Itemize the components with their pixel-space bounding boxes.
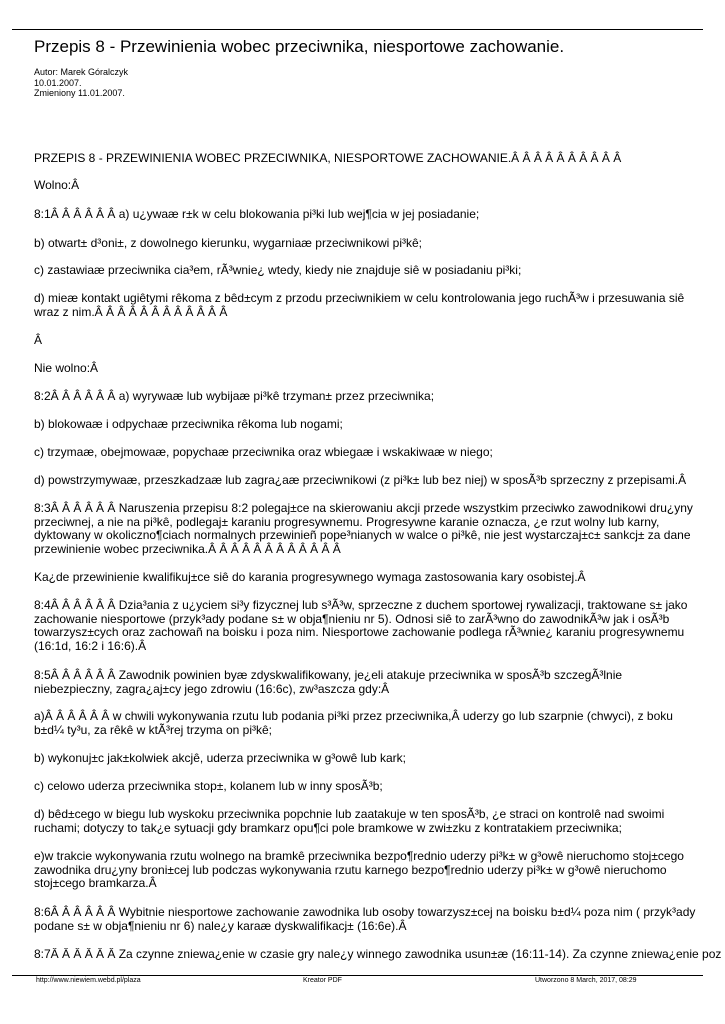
paragraph: 8:5Â Â Â Â Â Â Zawodnik powinien byæ zdyskwalifikowany, je¿eli atakuje przeciwnika w sposÃ³b szczegÃ³lnie niebezpieczny, zagra¿aj±cy jego zdrowiu (16:6c), zw³aszcza gdy:Â [34,668,623,696]
footer-url: http://www.niewiem.webd.pl/plaza [36,977,141,984]
paragraph: b) wykonuj±c jak±kolwiek akcjê, uderza przeciwnika w g³owê lub kark; [34,751,406,765]
bottom-rule [12,975,703,976]
paragraph: Wolno:Â [34,178,80,192]
paragraph: c) zastawiaæ przeciwnika cia³em, rÃ³wnie¿ wtedy, kiedy nie znajduje siê w posiadaniu pi³ki; [34,263,522,277]
paragraph: b) otwart± d³oni±, z dowolnego kierunku, wygarniaæ przeciwnikowi pi³kê; [34,236,423,250]
paragraph: b) blokowaæ i odpychaæ przeciwnika rêkoma lub nogami; [34,417,343,431]
date-line: 10.01.2007. [34,77,82,88]
paragraph: c) celowo uderza przeciwnika stop±, kolanem lub w inny sposÃ³b; [34,779,383,793]
page-title: Przepis 8 - Przewinienia wobec przeciwnika, niesportowe zachowanie. [34,37,565,56]
top-rule [12,29,703,30]
paragraph: Nie wolno:Â [34,361,99,375]
paragraph: Â [34,333,43,347]
paragraph: 8:6Â Â Â Â Â Â Wybitnie niesportowe zachowanie zawodnika lub osoby towarzysz±cej na boisku b±d¼ poza nim ( przyk³ady podane s± w obja¶nieniu nr 6) nale¿y karaæ dyskwalifikacj± (16:6e).Â [34,905,696,933]
paragraph: d) mieæ kontakt ugiêtymi rêkoma z bêd±cym z przodu przeciwnikiem w celu kontrolowania jego ruchÃ³w i przesuwania siê wraz z nim.Â Â Â Â Â Â Â Â Â Â Â Â [34,291,685,319]
paragraph: e)w trakcie wykonywania rzutu wolnego na bramkê przeciwnika bezpo¶rednio uderzy pi³k± w g³owê nieruchomo stoj±cego zawodnika dru¿yny broni±cej lub podczas wykonywania rzutu karnego bezpo¶rednio uderzy pi³k± w g³owê nieruchomo stoj±cego bramkarza.Â [34,849,684,891]
paragraph: 8:2Â Â Â Â Â Â a) wyrywaæ lub wybijaæ pi³kê trzyman± przez przeciwnika; [34,389,435,403]
modified-line: Zmieniony 11.01.2007. [34,88,125,98]
paragraph: 8:1Â Â Â Â Â Â a) u¿ywaæ r±k w celu blokowania pi³ki lub wej¶cia w jej posiadanie; [34,207,480,221]
paragraph: PRZEPIS 8 - PRZEWINIENIA WOBEC PRZECIWNIKA, NIESPORTOWE ZACHOWANIE.Â Â Â Â Â Â Â Â Â Â [34,151,622,165]
paragraph: c) trzymaæ, obejmowaæ, popychaæ przeciwnika oraz wbiegaæ i wskakiwaæ w niego; [34,445,493,459]
footer-created: Utworzono 8 March, 2017, 08:29 [535,977,637,984]
paragraph: d) bêd±cego w biegu lub wyskoku przeciwnika popchnie lub zaatakuje w ten sposÃ³b, ¿e straci on kontrolê nad swoimi ruchami; dotyczy to tak¿e sytuacji gdy bramkarz opu¶ci pole bramkowe w zwi±zku z kontratakiem przeciwnika; [34,807,665,835]
footer-generator: Kreator PDF [303,977,342,984]
paragraph: d) powstrzymywaæ, przeszkadzaæ lub zagra¿aæ przeciwnikowi (z pi³k± lub bez niej) w sposÃ³b sprzeczny z przepisami.Â [34,473,687,487]
paragraph: Ka¿de przewinienie kwalifikuj±ce siê do karania progresywnego wymaga zastosowania kary osobistej.Â [34,570,586,584]
paragraph: 8:7Â Â Â Â Â Â Za czynne zniewa¿enie w czasie gry nale¿y winnego zawodnika usun±æ (16:11-14). Za czynne zniewa¿enie poz [34,948,722,961]
article-meta [34,67,128,99]
paragraph: 8:3Â Â Â Â Â Â Naruszenia przepisu 8:2 polegaj±ce na skierowaniu akcji przede wszystkim przeciwko zawodnikowi dru¿yny przeciwnej, a nie na pi³kê, podlegaj± karaniu progresywnemu. Progresywne karanie oznacza, ¿e rzut wolny lub karny, dyktowany w okoliczno¶ciach normalnych przewinieñ pope³nianych w walce o pi³kê, nie jest wystarczaj±c± sankcj± za dane przewinienie wobec przeciwnika.Â Â Â Â Â Â Â Â Â Â Â Â [34,501,693,556]
paragraph: a)Â Â Â Â Â Â w chwili wykonywania rzutu lub podania pi³ki przez przeciwnika,Â uderzy go lub szarpnie (chwyci), z boku b±d¼ ty³u, za rêkê w ktÃ³rej trzyma on pi³kê; [34,709,673,737]
paragraph: 8:4Â Â Â Â Â Â Dzia³ania z u¿yciem si³y fizycznej lub s³Ã³w, sprzeczne z duchem sportowej rywalizacji, traktowane s± jako zachowanie niesportowe (przyk³ady podane s± w obja¶nieniu nr 5). Odnosi siê to zarÃ³wno do zawodnikÃ³w jak i osÃ³b towarzysz±cych oraz zachowañ na boisku i poza nim. Niesportowe zachowanie podlega rÃ³wnie¿ karaniu progresywnemu (16:1d, 16:2 i 16:6).Â [34,598,688,653]
author-line: Autor: Marek Góralczyk [34,67,129,77]
